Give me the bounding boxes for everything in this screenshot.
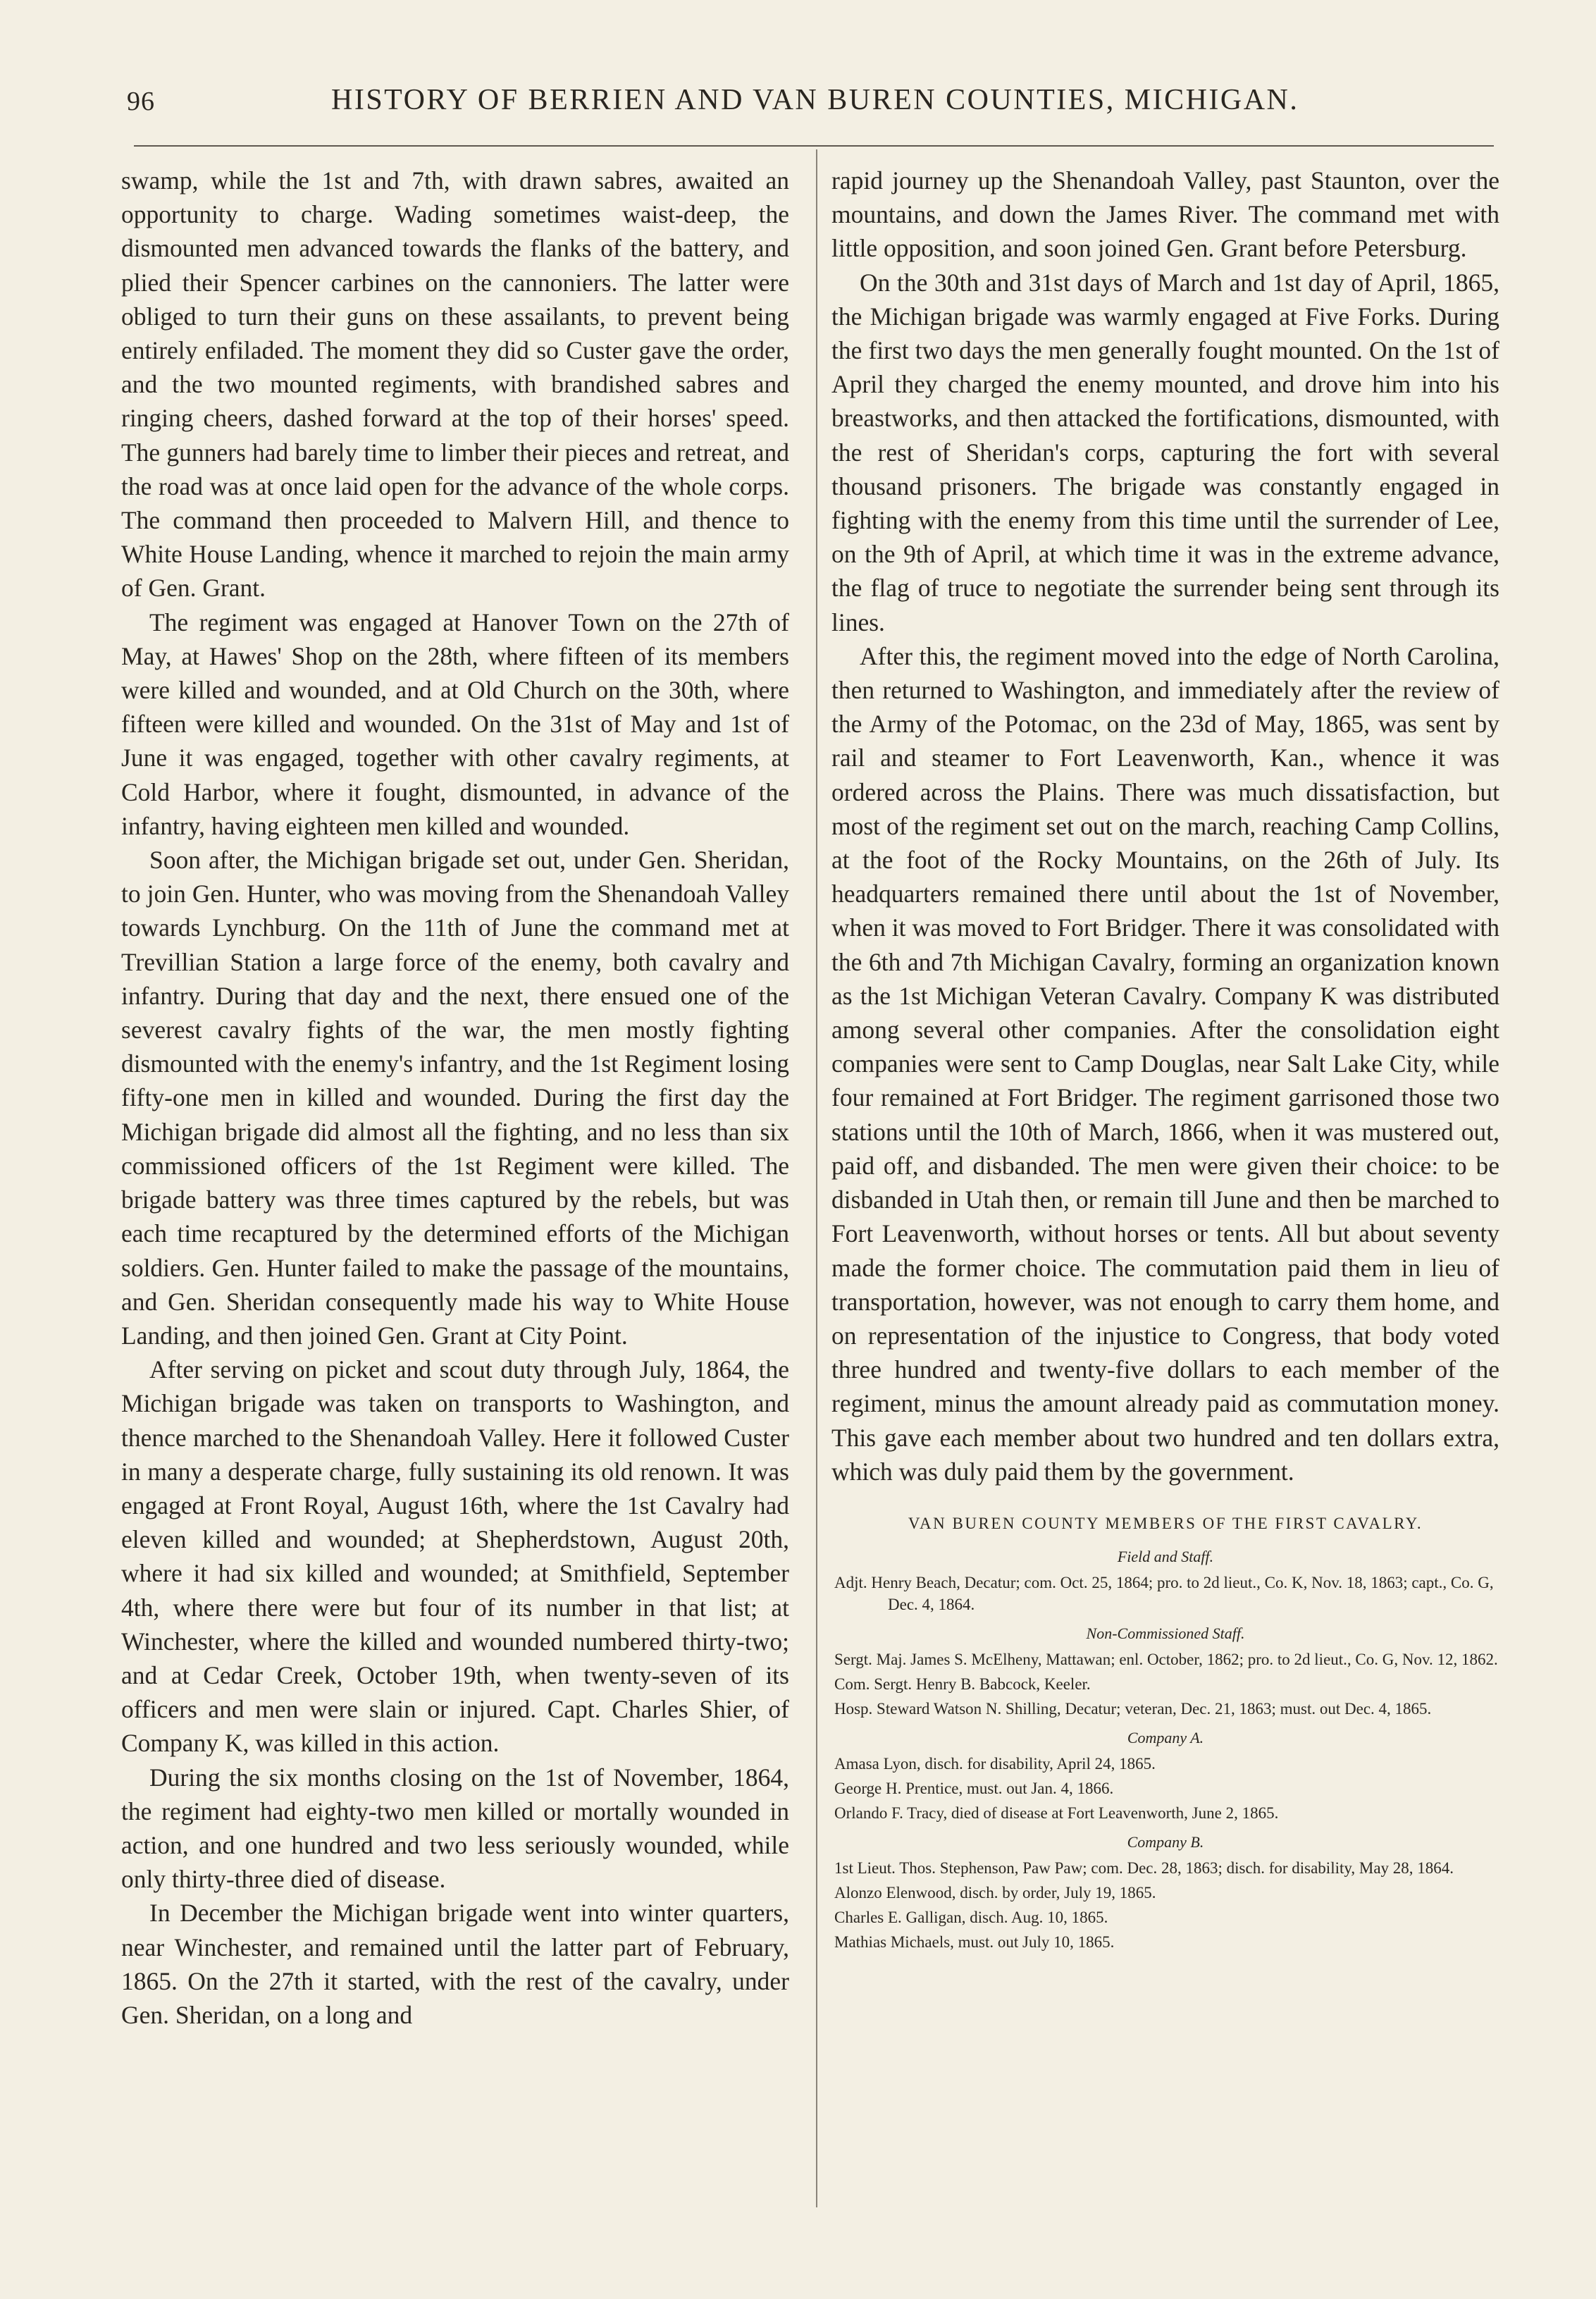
roster [831,1512,1499,1953]
section-heading: Field and Staff. [1117,1547,1214,1565]
running-head [0,78,1596,127]
paragraph: During the six months closing on the 1st of November, 1864, the regiment had eighty-two men killed or mortally wounded in action, and one hundred and two less seriously wounded, while only thirty-three died of disease. [121,1763,789,1894]
roster-entry: Hosp. Steward Watson N. Shilling, Decatur; veteran, Dec. 21, 1863; must. out Dec. 4, 1865. [834,1699,1432,1718]
roster-entry: 1st Lieut. Thos. Stephenson, Paw Paw; com. Dec. 28, 1863; disch. for disability, May 28, 1864. [834,1859,1454,1877]
roster-entry: Amasa Lyon, disch. for disability, April 24, 1865. [834,1754,1156,1773]
paragraph: The regiment was engaged at Hanover Town on the 27th of May, at Hawes' Shop on the 28th, where fifteen of its members were killed and wounded, and at Old Church on the 30th, where fifteen were killed and wounded. On the 31st of May and 1st of June it was engaged, together with other cavalry regiments, at Cold Harbor, where it fought, dismounted, in advance of the infantry, having eighteen men killed and wounded. [121,608,789,840]
section-heading: Company A. [1127,1728,1204,1746]
roster-entry: Charles E. Galligan, disch. Aug. 10, 1865. [834,1908,1108,1926]
paragraph: rapid journey up the Shenandoah Valley, past Staunton, over the mountains, and down the James River. The command met with little opposition, and soon joined Gen. Grant before Petersburg. [831,166,1499,263]
roster-entry: Com. Sergt. Henry B. Babcock, Keeler. [834,1675,1091,1693]
roster-entry: Mathias Michaels, must. out July 10, 1865. [834,1933,1115,1951]
section-heading: Non-Commissioned Staff. [1086,1624,1245,1642]
paragraph: Soon after, the Michigan brigade set out, under Gen. Sheridan, to join Gen. Hunter, who was moving from the Shenandoah Valley towards Lynchburg. On the 11th of June the command met at Trevillian Station a large force of the enemy, both cavalry and infantry. During that day and the next, there ensued one of the severest cavalry fights of the war, the men mostly fighting dismounted with the enemy's infantry, and the 1st Regiment losing fifty-one men in killed and wounded. During the first day the Michigan brigade did almost all the fighting, and no less than six commissioned officers of the 1st Regiment were killed. The brigade battery was three times captured by the rebels, but was each time recaptured by the determined efforts of the Michigan soldiers. Gen. Hunter failed to make the passage of the mountains, and Gen. Sheridan consequently made his way to White House Landing, and then joined Gen. Grant at City Point. [121,846,789,1350]
roster-entry: Adjt. Henry Beach, Decatur; com. Oct. 25, 1864; pro. to 2d lieut., Co. K, Nov. 18, 1863; capt., Co. G, Dec. 4, 1864. [834,1573,1494,1613]
section-heading: Company B. [1127,1832,1204,1851]
paragraph: After serving on picket and scout duty through July, 1864, the Michigan brigade was taken on transports to Washington, and thence marched to the Shenandoah Valley. Here it followed Custer in many a desperate charge, fully sustaining its old renown. It was engaged at Front Royal, August 16th, where the 1st Cavalry had eleven killed and wounded; at Shepherdstown, August 20th, where it had six killed and wounded; at Smithfield, September 4th, where there were but four of its number in that list; at Winchester, where the killed and wounded numbered thirty-two; and at Cedar Creek, October 19th, when twenty-seven of its officers and men were slain or injured. Capt. Charles Shier, of Company K, was killed in this action. [121,1355,789,1758]
page-header-title: HISTORY OF BERRIEN AND VAN BUREN COUNTIES, MICHIGAN. [331,84,1299,116]
right-column [831,164,1499,1956]
page-number: 96 [127,87,155,116]
paragraph: After this, the regiment moved into the edge of North Carolina, then returned to Washington, and immediately after the review of the Army of the Potomac, on the 23d of May, 1865, was sent by rail and steamer to Fort Leavenworth, Kan., whence it was ordered across the Plains. There was much dissatisfaction, but most of the regiment set out on the march, reaching Camp Collins, at the foot of the Rocky Mountains, on the 26th of July. Its headquarters remained there until about the 1st of November, when it was moved to Fort Bridger. There it was consolidated with the 6th and 7th Michigan Cavalry, forming an organization known as the 1st Michigan Veteran Cavalry. Company K was distributed among several other companies. After the consolidation eight companies were sent to Camp Douglas, near Salt Lake City, while four remained at Fort Bridger. The regiment garrisoned those two stations until the 10th of March, 1866, when it was mustered out, paid off, and disbanded. The men were given their choice: to be disbanded in Utah then, or remain till June and then be marched to Fort Leavenworth, without horses or tents. All but about seventy made the former choice. The commutation paid them in lieu of transportation, however, was not enough to carry them home, and on representation of the injustice to Congress, that body voted three hundred and twenty-five dollars to each member of the regiment, minus the amount already paid as commutation money. This gave each member about two hundred and ten dollars extra, which was duly paid them by the government. [831,641,1499,1486]
roster-entry: Alonzo Elenwood, disch. by order, July 19, 1865. [834,1883,1156,1902]
paragraph: In December the Michigan brigade went into winter quarters, near Winchester, and remained until the latter part of February, 1865. On the 27th it started, with the rest of the cavalry, under Gen. Sheridan, on a long and [121,1899,789,2029]
roster-entry: Sergt. Maj. James S. McElheny, Mattawan; enl. October, 1862; pro. to 2d lieut., Co. G, Nov. 12, 1862. [834,1650,1498,1668]
paragraph: swamp, while the 1st and 7th, with drawn sabres, awaited an opportunity to charge. Wading sometimes waist-deep, the dismounted men advanced towards the flanks of the battery, and plied their Spencer carbines on the cannoniers. The latter were obliged to turn their guns on these assailants, to prevent being entirely enfiladed. The moment they did so Custer gave the order, and the two mounted regiments, with brandished sabres and ringing cheers, dashed forward at the top of their horses' speed. The gunners had barely time to limber their pieces and retreat, and the road was at once laid open for the advance of the whole corps. The command then proceeded to Malvern Hill, and thence to White House Landing, whence it marched to rejoin the main army of Gen. Grant. [121,166,789,603]
left-column [121,164,789,2032]
header-rule [134,145,1494,147]
roster-title: VAN BUREN COUNTY MEMBERS OF THE FIRST CAVALRY. [908,1514,1423,1532]
roster-entry: Orlando F. Tracy, died of disease at Fort Leavenworth, June 2, 1865. [834,1804,1279,1822]
roster-entry: George H. Prentice, must. out Jan. 4, 1866. [834,1779,1114,1797]
column-divider [816,149,817,2207]
paragraph: On the 30th and 31st days of March and 1st day of April, 1865, the Michigan brigade was warmly engaged at Five Forks. During the first two days the men generally fought mounted. On the 1st of April they charged the enemy mounted, and drove him into his breastworks, and then attacked the fortifications, dismounted, with the rest of Sheridan's corps, capturing the fort with several thousand prisoners. The brigade was constantly engaged in fighting with the enemy from this time until the surrender of Lee, on the 9th of April, at which time it was in the extreme advance, the flag of truce to negotiate the surrender being sent through its lines. [831,268,1499,636]
